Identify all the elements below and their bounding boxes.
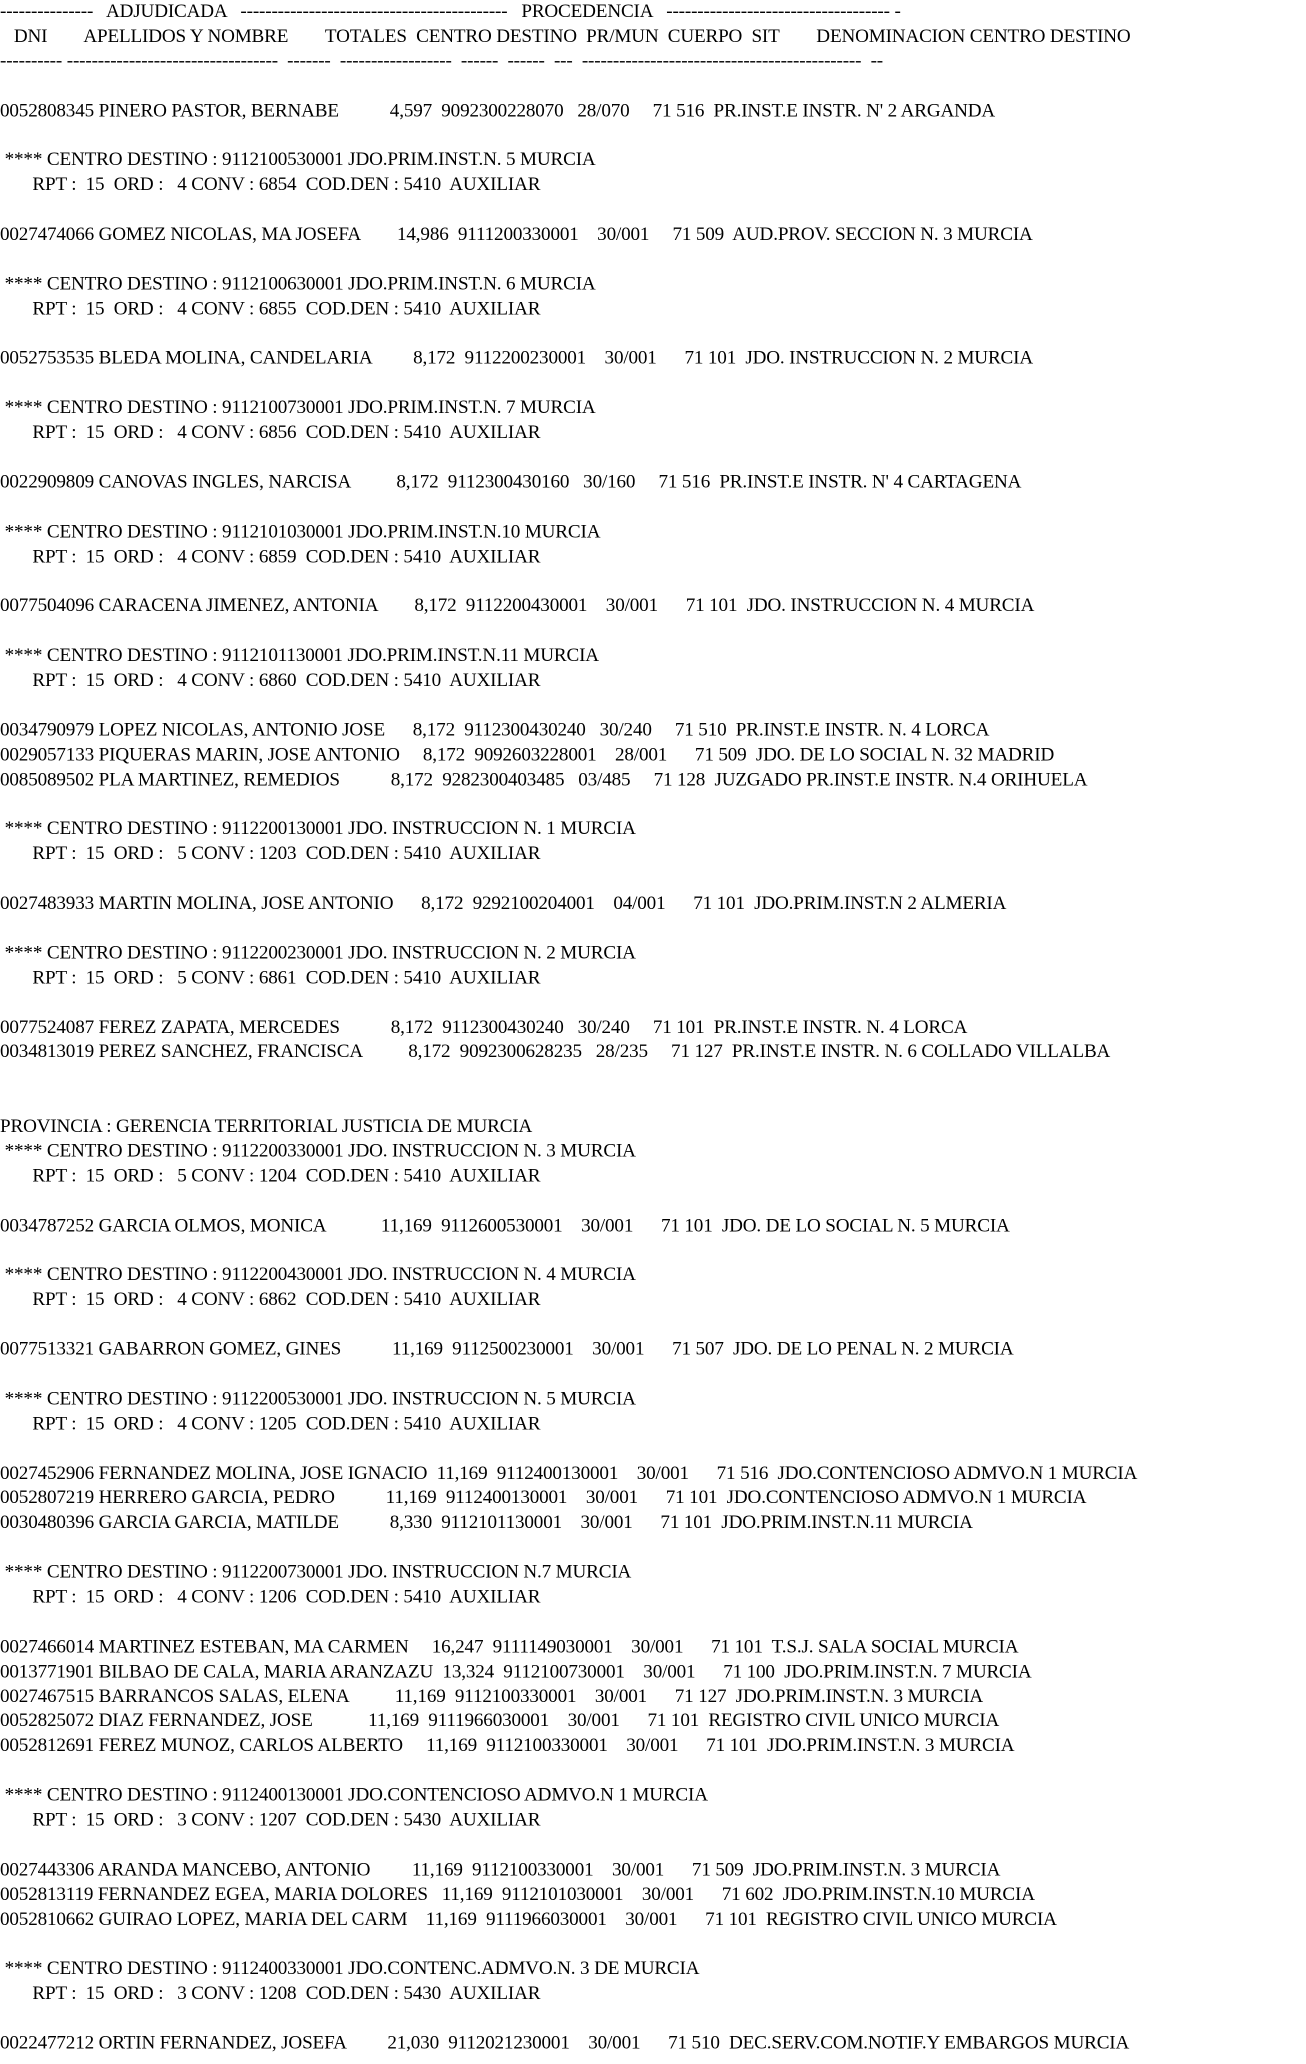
record-line: 0034813019 PEREZ SANCHEZ, FRANCISCA 8,172 9092300628235 28/235 71 127 PR.INST.E INSTR. N. 6 COLLADO VILLALBA: [0, 1041, 1111, 1063]
record-line: 0052753535 BLEDA MOLINA, CANDELARIA 8,172 9112200230001 30/001 71 101 JDO. INSTRUCCION N. 2 MURCIA: [0, 347, 1033, 369]
blank-line: [0, 1933, 1300, 1958]
record-line: 0034790979 LOPEZ NICOLAS, ANTONIO JOSE 8,172 9112300430240 30/240 71 510 PR.INST.E INSTR. N. 4 LORCA: [0, 719, 990, 741]
centro-destino-line: **** CENTRO DESTINO : 9112200530001 JDO. INSTRUCCION N. 5 MURCIA: [0, 1388, 636, 1410]
blank-line: [0, 1437, 1300, 1462]
blank-line: [0, 124, 1300, 149]
document-body: [0, 74, 1300, 2056]
blank-line: [0, 1313, 1300, 1338]
record-line: 0077513321 GABARRON GOMEZ, GINES 11,169 9112500230001 30/001 71 507 JDO. DE LO PENAL N. 2 MURCIA: [0, 1338, 1014, 1360]
blank-line: [0, 1065, 1300, 1090]
record-line: 0027483933 MARTIN MOLINA, JOSE ANTONIO 8,172 9292100204001 04/001 71 101 JDO.PRIM.INST.N 2 ALMERIA: [0, 892, 1007, 914]
record-line: 0052810662 GUIRAO LOPEZ, MARIA DEL CARM 11,169 9111966030001 30/001 71 101 REGISTRO CIVIL UNICO MURCIA: [0, 1908, 1057, 1930]
centro-destino-line: **** CENTRO DESTINO : 9112100530001 JDO.PRIM.INST.N. 5 MURCIA: [0, 149, 596, 171]
record-line: 0027474066 GOMEZ NICOLAS, MA JOSEFA 14,986 9111200330001 30/001 71 509 AUD.PROV. SECCION N. 3 MURCIA: [0, 223, 1033, 245]
record-line: 0077504096 CARACENA JIMENEZ, ANTONIA 8,172 9112200430001 30/001 71 101 JDO. INSTRUCCION N. 4 MURCIA: [0, 595, 1035, 617]
blank-line: [0, 694, 1300, 719]
blank-line: [0, 1189, 1300, 1214]
blank-line: [0, 1363, 1300, 1388]
blank-line: [0, 446, 1300, 471]
record-line: 0052812691 FEREZ MUNOZ, CARLOS ALBERTO 11,169 9112100330001 30/001 71 101 JDO.PRIM.INST.N. 3 MURCIA: [0, 1735, 1015, 1757]
record-line: 0022477212 ORTIN FERNANDEZ, JOSEFA 21,030 9112021230001 30/001 71 510 DEC.SERV.COM.NOTIF.Y EMBARGOS MURCIA: [0, 2032, 1130, 2054]
rpt-line: RPT : 15 ORD : 4 CONV : 1205 COD.DEN : 5410 AUXILIAR: [0, 1413, 541, 1435]
record-line: 0027467515 BARRANCOS SALAS, ELENA 11,169 9112100330001 30/001 71 127 JDO.PRIM.INST.N. 3 MURCIA: [0, 1685, 984, 1707]
rpt-line: RPT : 15 ORD : 4 CONV : 1206 COD.DEN : 5410 AUXILIAR: [0, 1586, 541, 1608]
centro-destino-line: **** CENTRO DESTINO : 9112100630001 JDO.PRIM.INST.N. 6 MURCIA: [0, 273, 596, 295]
record-line: 0022909809 CANOVAS INGLES, NARCISA 8,172 9112300430160 30/160 71 516 PR.INST.E INSTR. N' 4 CARTAGENA: [0, 471, 1022, 493]
centro-destino-line: **** CENTRO DESTINO : 9112200230001 JDO. INSTRUCCION N. 2 MURCIA: [0, 942, 636, 964]
blank-line: [0, 1759, 1300, 1784]
rpt-line: RPT : 15 ORD : 4 CONV : 6860 COD.DEN : 5410 AUXILIAR: [0, 669, 541, 691]
record-line: 0077524087 FEREZ ZAPATA, MERCEDES 8,172 9112300430240 30/240 71 101 PR.INST.E INSTR. N. 4 LORCA: [0, 1016, 968, 1038]
record-line: 0052807219 HERRERO GARCIA, PEDRO 11,169 9112400130001 30/001 71 101 JDO.CONTENCIOSO ADMVO.N 1 MURCIA: [0, 1487, 1087, 1509]
blank-line: [0, 1536, 1300, 1561]
record-line: 0085089502 PLA MARTINEZ, REMEDIOS 8,172 9282300403485 03/485 71 128 JUZGADO PR.INST.E INSTR. N.4 ORIHUELA: [0, 769, 1088, 790]
blank-line: [0, 74, 1300, 99]
record-line: 0029057133 PIQUERAS MARIN, JOSE ANTONIO 8,172 9092603228001 28/001 71 509 JDO. DE LO SOCIAL N. 32 MADRID: [0, 744, 1055, 766]
blank-line: [0, 793, 1300, 818]
blank-line: [0, 1833, 1300, 1858]
record-line: 0030480396 GARCIA GARCIA, MATILDE 8,330 9112101130001 30/001 71 101 JDO.PRIM.INST.N.11 MURCIA: [0, 1512, 973, 1534]
centro-destino-line: **** CENTRO DESTINO : 9112400130001 JDO.CONTENCIOSO ADMVO.N 1 MURCIA: [0, 1784, 708, 1806]
centro-destino-line: **** CENTRO DESTINO : 9112101030001 JDO.PRIM.INST.N.10 MURCIA: [0, 521, 601, 543]
record-line: 0027452906 FERNANDEZ MOLINA, JOSE IGNACIO 11,169 9112400130001 30/001 71 516 JDO.CONTENCIOSO ADMVO.N 1 MURCIA: [0, 1462, 1138, 1484]
rpt-line: RPT : 15 ORD : 4 CONV : 6862 COD.DEN : 5410 AUXILIAR: [0, 1289, 541, 1311]
blank-line: [0, 867, 1300, 892]
centro-destino-line: **** CENTRO DESTINO : 9112400330001 JDO.CONTENC.ADMVO.N. 3 DE MURCIA: [0, 1958, 700, 1980]
blank-line: [0, 2007, 1300, 2032]
rpt-line: RPT : 15 ORD : 5 CONV : 1203 COD.DEN : 5410 AUXILIAR: [0, 843, 541, 865]
centro-destino-line: **** CENTRO DESTINO : 9112200730001 JDO. INSTRUCCION N.7 MURCIA: [0, 1561, 632, 1583]
blank-line: [0, 1239, 1300, 1264]
record-line: 0052808345 PINERO PASTOR, BERNABE 4,597 9092300228070 28/070 71 516 PR.INST.E INSTR. N' 2 ARGANDA: [0, 100, 996, 122]
blank-line: [0, 1610, 1300, 1635]
centro-destino-line: **** CENTRO DESTINO : 9112200130001 JDO. INSTRUCCION N. 1 MURCIA: [0, 818, 636, 840]
header-rule-bottom: ---------- ---------------------------------- ------- ------------------ ------ ------ --- --------------------------------------------- --: [0, 50, 884, 72]
blank-line: [0, 496, 1300, 521]
record-line: 0013771901 BILBAO DE CALA, MARIA ARANZAZU 13,324 9112100730001 30/001 71 100 JDO.PRIM.INST.N. 7 MURCIA: [0, 1661, 1032, 1682]
blank-line: [0, 198, 1300, 223]
blank-line: [0, 372, 1300, 397]
centro-destino-line: **** CENTRO DESTINO : 9112101130001 JDO.PRIM.INST.N.11 MURCIA: [0, 645, 599, 667]
rpt-line: RPT : 15 ORD : 5 CONV : 6861 COD.DEN : 5410 AUXILIAR: [0, 967, 541, 989]
blank-line: [0, 917, 1300, 942]
record-line: 0052825072 DIAZ FERNANDEZ, JOSE 11,169 9111966030001 30/001 71 101 REGISTRO CIVIL UNICO MURCIA: [0, 1710, 1000, 1732]
rpt-line: RPT : 15 ORD : 3 CONV : 1207 COD.DEN : 5430 AUXILIAR: [0, 1809, 541, 1831]
rpt-line: RPT : 15 ORD : 4 CONV : 6855 COD.DEN : 5410 AUXILIAR: [0, 298, 541, 320]
rpt-line: RPT : 15 ORD : 3 CONV : 1208 COD.DEN : 5430 AUXILIAR: [0, 1983, 541, 2005]
blank-line: [0, 1090, 1300, 1115]
rpt-line: RPT : 15 ORD : 4 CONV : 6856 COD.DEN : 5410 AUXILIAR: [0, 422, 541, 444]
centro-destino-line: **** CENTRO DESTINO : 9112200430001 JDO. INSTRUCCION N. 4 MURCIA: [0, 1264, 636, 1286]
centro-destino-line: **** CENTRO DESTINO : 9112100730001 JDO.PRIM.INST.N. 7 MURCIA: [0, 397, 596, 419]
record-line: 0027443306 ARANDA MANCEBO, ANTONIO 11,169 9112100330001 30/001 71 509 JDO.PRIM.INST.N. 3 MURCIA: [0, 1859, 1001, 1881]
blank-line: [0, 619, 1300, 644]
blank-line: [0, 991, 1300, 1016]
blank-line: [0, 570, 1300, 595]
blank-line: [0, 248, 1300, 273]
rpt-line: RPT : 15 ORD : 4 CONV : 6859 COD.DEN : 5410 AUXILIAR: [0, 546, 541, 567]
centro-destino-line: **** CENTRO DESTINO : 9112200330001 JDO. INSTRUCCION N. 3 MURCIA: [0, 1140, 636, 1162]
record-line: 0034787252 GARCIA OLMOS, MONICA 11,169 9112600530001 30/001 71 101 JDO. DE LO SOCIAL N. 5 MURCIA: [0, 1215, 1010, 1236]
provincia-line: PROVINCIA : GERENCIA TERRITORIAL JUSTICIA DE MURCIA: [0, 1115, 533, 1137]
rpt-line: RPT : 15 ORD : 4 CONV : 6854 COD.DEN : 5410 AUXILIAR: [0, 174, 541, 196]
record-line: 0027466014 MARTINEZ ESTEBAN, MA CARMEN 16,247 9111149030001 30/001 71 101 T.S.J. SALA SOCIAL MURCIA: [0, 1636, 1019, 1658]
record-line: 0052813119 FERNANDEZ EGEA, MARIA DOLORES 11,169 9112101030001 30/001 71 602 JDO.PRIM.INST.N.10 MURCIA: [0, 1883, 1035, 1905]
rpt-line: RPT : 15 ORD : 5 CONV : 1204 COD.DEN : 5410 AUXILIAR: [0, 1165, 541, 1187]
blank-line: [0, 322, 1300, 347]
header-rule-top: --------------- ADJUDICADA ------------------------------------------- PROCEDENCIA ------------------------------------ -: [0, 0, 901, 22]
column-headers: DNI APELLIDOS Y NOMBRE TOTALES CENTRO DESTINO PR/MUN CUERPO SIT DENOMINACION CENTRO DESTINO: [0, 25, 1131, 47]
